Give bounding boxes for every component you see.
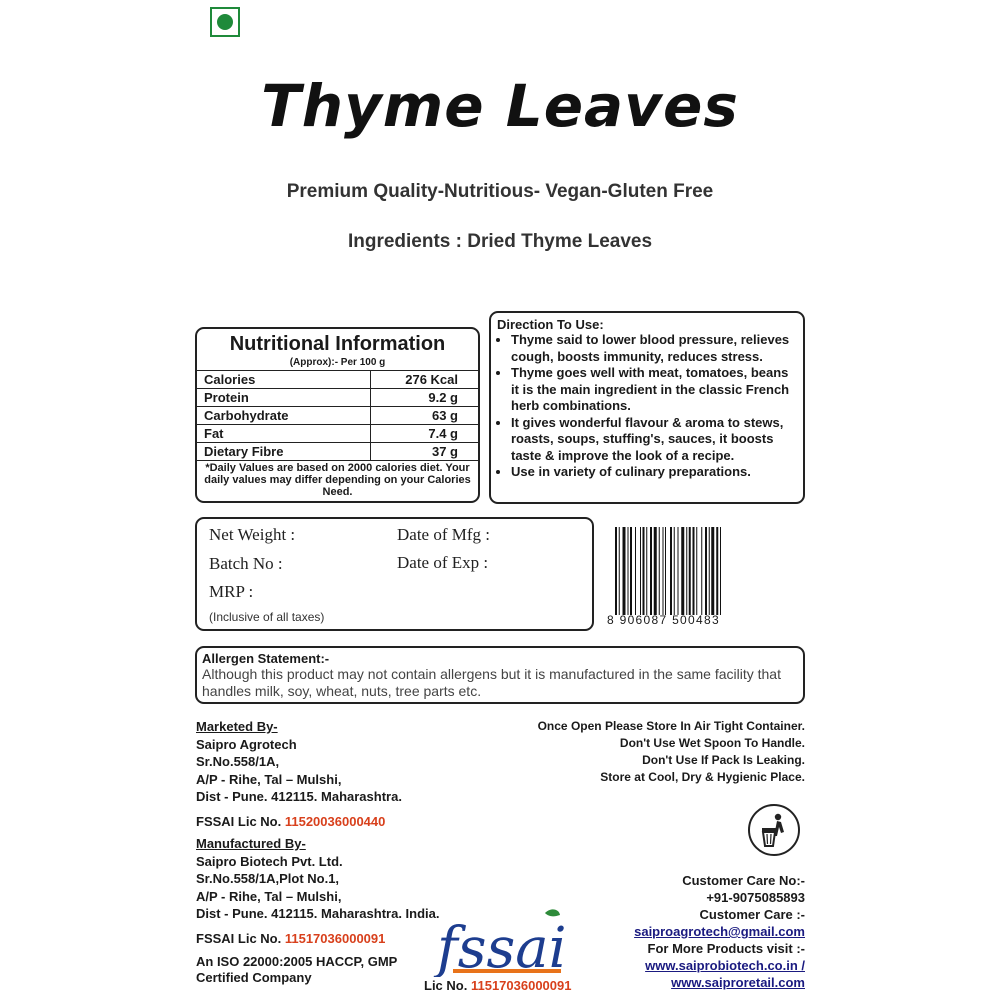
list-item: • Use in variety of culinary preparations. <box>511 464 797 481</box>
fssai-lic-label: Lic No. <box>424 978 468 993</box>
list-item: • Thyme said to lower blood pressure, relieves cough, boosts immunity, reduces stress. <box>511 332 797 365</box>
veg-symbol-icon <box>210 7 240 37</box>
address-line: Saipro Biotech Pvt. Ltd. <box>196 853 343 869</box>
dustbin-icon <box>748 804 800 856</box>
address-line: A/P - Rihe, Tal – Mulshi, <box>196 888 342 904</box>
care-phone: +91-9075085893 <box>706 890 805 905</box>
care-label: Customer Care :- <box>699 907 805 922</box>
nutrient-name: Carbohydrate <box>197 407 371 425</box>
table-row <box>197 407 478 425</box>
address-line: Sr.No.558/1A,Plot No.1, <box>196 871 340 886</box>
batch-no-label: Batch No : <box>209 554 283 573</box>
date-exp-label: Date of Exp : <box>397 553 489 572</box>
list-item: • It gives wonderful flavour & aroma to stews, roasts, soups, stuffing's, sauces, it boosts taste & improve the look of a recipe. <box>511 415 797 465</box>
nutrient-value: 37 g <box>371 443 479 461</box>
table-row <box>197 389 478 407</box>
directions-box <box>489 311 805 504</box>
nutrition-subheading: (Approx):- Per 100 g <box>289 357 386 368</box>
fssai-logo-icon <box>433 905 568 982</box>
marketed-heading: Marketed By- <box>196 719 278 734</box>
address-line: Sr.No.558/1A, <box>196 754 280 769</box>
nutrient-value: 276 Kcal <box>371 371 479 389</box>
svg-text:fssai: fssai <box>437 916 567 977</box>
manufactured-by-block <box>196 835 439 986</box>
nutrient-value: 9.2 g <box>371 389 479 407</box>
barcode-icon <box>615 527 750 615</box>
nutrient-name: Protein <box>197 389 371 407</box>
manufactured-heading: Manufactured By- <box>196 836 306 851</box>
ingredients: Ingredients : Dried Thyme Leaves <box>347 231 653 252</box>
iso-line: Certified Company <box>196 970 312 985</box>
care-label: For More Products visit :- <box>647 941 805 956</box>
tagline: Premium Quality-Nutritious- Vegan-Gluten Free <box>286 181 714 202</box>
care-email-link[interactable]: saiproagrotech@gmail.com <box>634 924 805 939</box>
customer-care-block <box>634 872 805 991</box>
nutrient-value: 7.4 g <box>371 425 479 443</box>
website-link[interactable]: www.saiproretail.com <box>671 975 805 990</box>
nutrition-note: *Daily Values are based on 2000 calories diet. Your daily values may differ depending on your Calories Need. <box>197 460 478 498</box>
fssai-lic-number: 11517036000091 <box>470 978 572 993</box>
storage-line: Don't Use Wet Spoon To Handle. <box>619 736 805 750</box>
net-weight-label: Net Weight : <box>209 525 296 544</box>
address-line: Dist - Pune. 412115. Maharashtra. India. <box>196 906 440 921</box>
care-label: Customer Care No:- <box>682 873 805 888</box>
mrp-label: MRP : <box>209 582 254 601</box>
fssai-number: 11520036000440 <box>284 813 386 829</box>
nutrient-name: Dietary Fibre <box>197 443 371 461</box>
product-title: Thyme Leaves <box>261 72 739 140</box>
nutrient-value: 63 g <box>371 407 479 425</box>
table-row <box>197 443 478 461</box>
storage-line: Once Open Please Store In Air Tight Container. <box>537 719 805 733</box>
allergen-box <box>195 646 805 704</box>
storage-line: Don't Use If Pack Is Leaking. <box>642 753 805 767</box>
address-line: Saipro Agrotech <box>196 736 297 752</box>
allergen-heading: Allergen Statement:- <box>202 651 330 666</box>
address-line: Dist - Pune. 412115. Maharashtra. <box>196 789 402 804</box>
nutrition-heading: Nutritional Information <box>229 333 446 355</box>
nutrient-name: Calories <box>197 371 371 389</box>
storage-instructions <box>538 718 805 786</box>
nutrition-table <box>197 370 478 460</box>
taxes-note: (Inclusive of all taxes) <box>209 610 325 624</box>
allergen-text: Although this product may not contain allergens but it is manufactured in the same facility that handles milk, soy, wheat, nuts, tree parts etc. <box>202 666 781 699</box>
fssai-label: FSSAI Lic No. <box>196 930 282 946</box>
list-item: • Thyme goes well with meat, tomatoes, beans it is the main ingredient in the classic French herb combinations. <box>511 365 797 415</box>
directions-heading: Direction To Use: <box>497 317 604 332</box>
website-link[interactable]: www.saiprobiotech.co.in / <box>645 958 805 973</box>
storage-line: Store at Cool, Dry & Hygienic Place. <box>600 770 805 784</box>
barcode-number: 8 906087 500483 <box>607 613 720 627</box>
nutrient-name: Fat <box>197 425 371 443</box>
fssai-label: FSSAI Lic No. <box>196 813 282 829</box>
batch-info-box <box>195 517 594 631</box>
fssai-number: 11517036000091 <box>284 930 386 946</box>
directions-list <box>497 332 797 481</box>
fssai-license <box>424 978 571 993</box>
address-line: A/P - Rihe, Tal – Mulshi, <box>196 771 342 787</box>
table-row <box>197 425 478 443</box>
marketed-by-block <box>196 718 402 830</box>
date-mfg-label: Date of Mfg : <box>397 525 491 544</box>
iso-line: An ISO 22000:2005 HACCP, GMP <box>196 954 398 969</box>
nutrition-box <box>195 327 480 503</box>
table-row <box>197 371 478 389</box>
